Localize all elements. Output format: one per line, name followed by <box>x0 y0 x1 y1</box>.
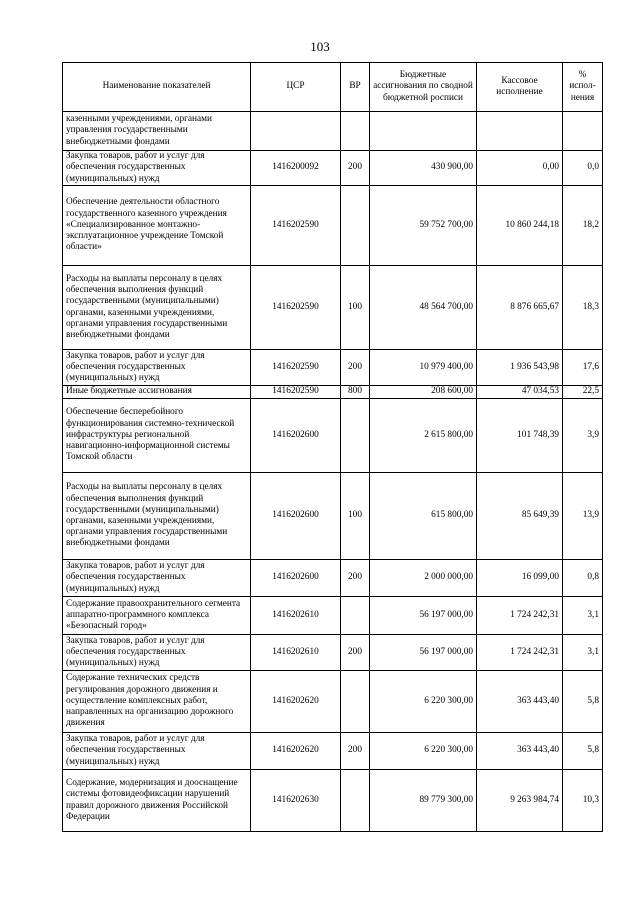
row-pct: 17,6 <box>563 350 603 386</box>
header-budget: Бюджетные ассигнования по сводной бюджетной росписи <box>370 63 477 112</box>
row-budget: 208 600,00 <box>370 386 477 399</box>
row-vr <box>341 112 370 151</box>
row-pct: 10,3 <box>563 770 603 832</box>
row-vr: 200 <box>341 560 370 597</box>
row-vr <box>341 770 370 832</box>
row-csr: 1416202590 <box>251 386 341 399</box>
row-csr: 1416200092 <box>251 151 341 186</box>
row-csr: 1416202630 <box>251 770 341 832</box>
table-header-row <box>63 63 603 112</box>
table-row <box>63 186 603 266</box>
row-budget: 89 779 300,00 <box>370 770 477 832</box>
row-name: Закупка товаров, работ и услуг для обеспечения государственных (муниципальных) нужд <box>63 560 251 597</box>
row-cash: 85 649,39 <box>477 473 563 560</box>
row-pct: 5,8 <box>563 733 603 770</box>
row-vr: 200 <box>341 733 370 770</box>
row-name: Расходы на выплаты персоналу в целях обеспечения выполнения функций государственными (муниципальными) органами, казенными учреждениями, органами управления государственными внебюджетными фондами <box>63 266 251 350</box>
row-name: Расходы на выплаты персоналу в целях обеспечения выполнения функций государственными (муниципальными) органами, казенными учреждениями, органами управления государственными внебюджетными фондами <box>63 473 251 560</box>
table-row <box>63 151 603 186</box>
row-vr <box>341 186 370 266</box>
row-vr <box>341 597 370 635</box>
row-csr: 1416202600 <box>251 473 341 560</box>
row-cash: 16 099,00 <box>477 560 563 597</box>
row-cash: 101 748,39 <box>477 399 563 473</box>
table-row <box>63 671 603 733</box>
row-name: Закупка товаров, работ и услуг для обеспечения государственных (муниципальных) нужд <box>63 733 251 770</box>
header-cash: Кассовое исполнение <box>477 63 563 112</box>
table-row <box>63 350 603 386</box>
budget-execution-table <box>62 62 603 832</box>
row-name: Обеспечение деятельности областного государственного казенного учреждения «Специализированное монтажно-эксплуатационное учреждение Томской области» <box>63 186 251 266</box>
row-name: Закупка товаров, работ и услуг для обеспечения государственных (муниципальных) нужд <box>63 151 251 186</box>
row-pct: 18,3 <box>563 266 603 350</box>
row-cash: 1 936 543,98 <box>477 350 563 386</box>
row-cash: 10 860 244,18 <box>477 186 563 266</box>
row-cash: 8 876 665,67 <box>477 266 563 350</box>
row-cash: 1 724 242,31 <box>477 597 563 635</box>
header-pct: % испол-нения <box>563 63 603 112</box>
row-vr: 800 <box>341 386 370 399</box>
row-budget: 615 800,00 <box>370 473 477 560</box>
row-name: Содержание, модернизация и дооснащение системы фотовидеофиксации нарушений правил дорожного движения Российской Федерации <box>63 770 251 832</box>
row-cash: 363 443,40 <box>477 733 563 770</box>
table-row <box>63 399 603 473</box>
table-row <box>63 597 603 635</box>
row-vr <box>341 399 370 473</box>
row-vr: 100 <box>341 473 370 560</box>
row-budget: 59 752 700,00 <box>370 186 477 266</box>
row-name: Содержание технических средств регулирования дорожного движения и осуществление комплексных работ, направленных на организацию дорожного движения <box>63 671 251 733</box>
row-pct: 0,0 <box>563 151 603 186</box>
row-budget: 10 979 400,00 <box>370 350 477 386</box>
row-budget: 6 220 300,00 <box>370 671 477 733</box>
row-csr: 1416202600 <box>251 560 341 597</box>
row-csr <box>251 112 341 151</box>
table-row <box>63 770 603 832</box>
row-vr: 200 <box>341 350 370 386</box>
row-name: Закупка товаров, работ и услуг для обеспечения государственных (муниципальных) нужд <box>63 350 251 386</box>
table-row <box>63 386 603 399</box>
table-row <box>63 635 603 671</box>
row-vr: 100 <box>341 266 370 350</box>
row-csr: 1416202590 <box>251 266 341 350</box>
row-budget: 2 000 000,00 <box>370 560 477 597</box>
row-pct: 3,1 <box>563 597 603 635</box>
row-csr: 1416202590 <box>251 186 341 266</box>
table-row <box>63 266 603 350</box>
row-cash: 1 724 242,31 <box>477 635 563 671</box>
row-name: Закупка товаров, работ и услуг для обеспечения государственных (муниципальных) нужд <box>63 635 251 671</box>
row-pct: 0,8 <box>563 560 603 597</box>
row-name: казенными учреждениями, органами управления государственными внебюджетными фондами <box>63 112 251 151</box>
row-vr: 200 <box>341 635 370 671</box>
row-name: Иные бюджетные ассигнования <box>63 386 251 399</box>
row-budget: 430 900,00 <box>370 151 477 186</box>
row-cash: 47 034,53 <box>477 386 563 399</box>
row-pct: 5,8 <box>563 671 603 733</box>
row-csr: 1416202590 <box>251 350 341 386</box>
row-pct: 3,9 <box>563 399 603 473</box>
table-row <box>63 473 603 560</box>
row-pct: 3,1 <box>563 635 603 671</box>
row-csr: 1416202600 <box>251 399 341 473</box>
row-pct: 18,2 <box>563 186 603 266</box>
table-row <box>63 560 603 597</box>
row-budget: 6 220 300,00 <box>370 733 477 770</box>
header-name: Наименование показателей <box>63 63 251 112</box>
row-budget: 56 197 000,00 <box>370 635 477 671</box>
header-csr: ЦСР <box>251 63 341 112</box>
row-budget: 2 615 800,00 <box>370 399 477 473</box>
row-vr: 200 <box>341 151 370 186</box>
row-budget: 48 564 700,00 <box>370 266 477 350</box>
row-pct: 13,9 <box>563 473 603 560</box>
row-vr <box>341 671 370 733</box>
row-name: Содержание правоохранительного сегмента аппаратно-программного комплекса «Безопасный город» <box>63 597 251 635</box>
row-budget <box>370 112 477 151</box>
row-csr: 1416202620 <box>251 671 341 733</box>
row-csr: 1416202620 <box>251 733 341 770</box>
table-row <box>63 112 603 151</box>
page-number: 103 <box>310 39 330 54</box>
table-row <box>63 733 603 770</box>
row-budget: 56 197 000,00 <box>370 597 477 635</box>
row-name: Обеспечение бесперебойного функционирования системно-технической инфраструктуры региональной навигационно-информационной системы Томской области <box>63 399 251 473</box>
row-csr: 1416202610 <box>251 635 341 671</box>
row-cash <box>477 112 563 151</box>
row-cash: 363 443,40 <box>477 671 563 733</box>
row-pct: 22,5 <box>563 386 603 399</box>
row-csr: 1416202610 <box>251 597 341 635</box>
header-vr: ВР <box>341 63 370 112</box>
row-cash: 9 263 984,74 <box>477 770 563 832</box>
row-cash: 0,00 <box>477 151 563 186</box>
row-pct <box>563 112 603 151</box>
